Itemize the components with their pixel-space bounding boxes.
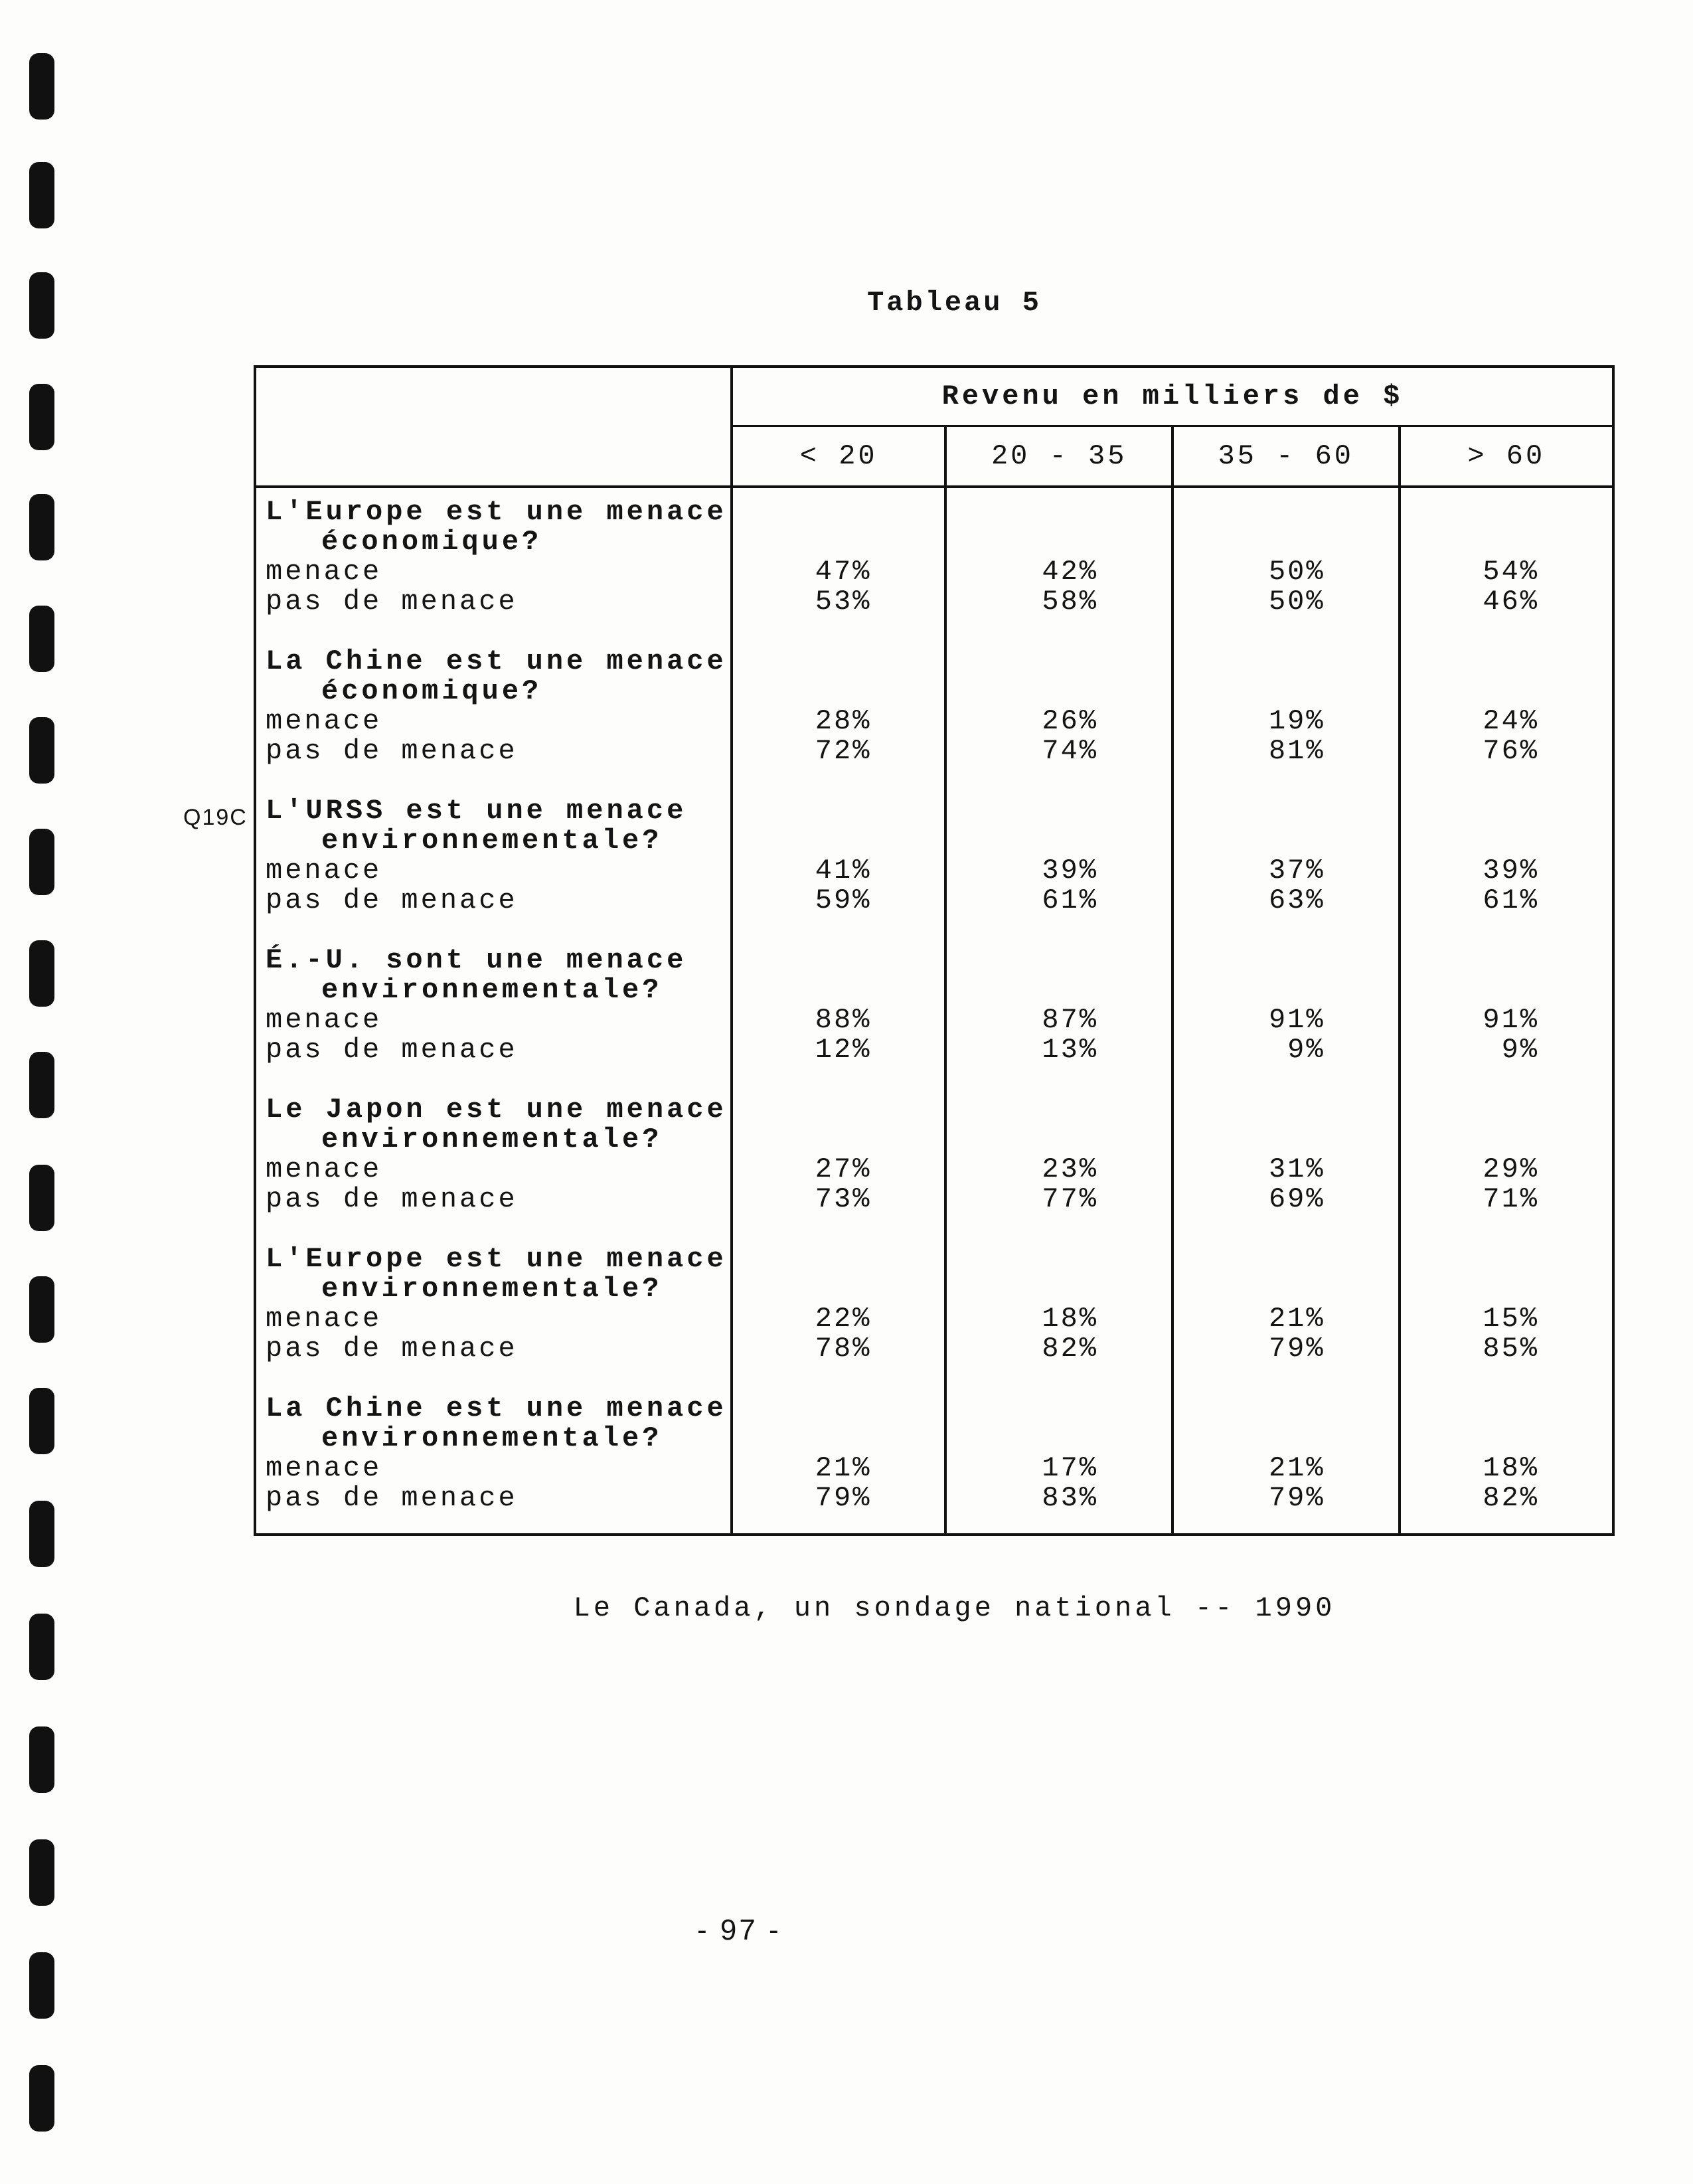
percent-value: 69% — [1268, 1183, 1325, 1215]
group-spacer — [1174, 766, 1398, 796]
percent-value: 22% — [815, 1303, 872, 1335]
percent-value: 37% — [1268, 855, 1325, 886]
percent-value: 13% — [1042, 1034, 1098, 1066]
percent-value: 63% — [1268, 884, 1325, 916]
survey-table — [254, 365, 1615, 1536]
row-label: pas de menace — [266, 1333, 518, 1365]
blank-line — [733, 796, 944, 826]
percent-value: 85% — [1483, 1333, 1539, 1365]
group-spacer — [1174, 916, 1398, 946]
blank-line — [1174, 1244, 1398, 1274]
blank-line — [733, 1244, 944, 1274]
blank-line — [1401, 647, 1612, 677]
percent-value: 24% — [1483, 705, 1539, 737]
blank-line — [1174, 1424, 1398, 1454]
blank-line — [733, 1125, 944, 1155]
row-label: menace — [266, 1004, 382, 1036]
blank-line — [1401, 1095, 1612, 1125]
blank-line — [733, 497, 944, 527]
blank-line — [947, 796, 1171, 826]
values-column — [732, 487, 945, 1535]
group-spacer — [266, 1215, 730, 1244]
percent-value: 28% — [815, 705, 872, 737]
blank-line — [1174, 975, 1398, 1005]
blank-line — [733, 1394, 944, 1424]
percent-value: 79% — [1268, 1333, 1325, 1365]
blank-line — [947, 677, 1171, 707]
blank-line — [1174, 1274, 1398, 1304]
row-label: pas de menace — [266, 1034, 518, 1066]
group-spacer — [1174, 1065, 1398, 1095]
binding-hole — [29, 1839, 54, 1906]
blank-line — [1401, 1424, 1612, 1454]
binding-hole — [29, 162, 54, 228]
binding-hole — [29, 1388, 54, 1454]
blank-line — [947, 1424, 1171, 1454]
percent-value: 79% — [1268, 1482, 1325, 1514]
percent-value: 78% — [815, 1333, 872, 1365]
blank-line — [733, 1095, 944, 1125]
binding-hole — [29, 717, 54, 784]
blank-line — [1401, 1244, 1612, 1274]
percent-value: 82% — [1483, 1482, 1539, 1514]
percent-value: 87% — [1042, 1004, 1098, 1036]
blank-line — [1401, 1125, 1612, 1155]
group-spacer — [947, 617, 1171, 647]
percent-value: 46% — [1483, 586, 1539, 618]
group-spacer — [1401, 766, 1612, 796]
row-label: menace — [266, 705, 382, 737]
percent-value: 82% — [1042, 1333, 1098, 1365]
group-spacer — [947, 1364, 1171, 1394]
group-spacer — [1401, 617, 1612, 647]
percent-value: 9% — [1501, 1034, 1539, 1066]
question-text: L'Europe est une menace — [266, 1243, 727, 1275]
percent-value: 19% — [1268, 705, 1325, 737]
binding-hole — [29, 494, 54, 560]
question-text: La Chine est une menace — [266, 645, 727, 677]
percent-value: 9% — [1287, 1034, 1325, 1066]
blank-line — [733, 1274, 944, 1304]
percent-value: 21% — [1268, 1452, 1325, 1484]
blank-line — [1401, 1274, 1612, 1304]
group-spacer — [733, 1065, 944, 1095]
percent-value: 31% — [1268, 1153, 1325, 1185]
row-label: menace — [266, 855, 382, 886]
percent-value: 73% — [815, 1183, 872, 1215]
row-label: pas de menace — [266, 1183, 518, 1215]
percent-value: 61% — [1483, 884, 1539, 916]
percent-value: 50% — [1268, 586, 1325, 618]
column-header: > 60 — [1400, 426, 1613, 487]
row-label: menace — [266, 1303, 382, 1335]
blank-line — [733, 975, 944, 1005]
blank-line — [733, 946, 944, 975]
blank-line — [733, 647, 944, 677]
percent-value: 76% — [1483, 735, 1539, 767]
group-spacer — [947, 1065, 1171, 1095]
percent-value: 91% — [1268, 1004, 1325, 1036]
percent-value: 47% — [815, 556, 872, 588]
column-header: 20 - 35 — [945, 426, 1172, 487]
row-label: pas de menace — [266, 586, 518, 618]
blank-line — [947, 1394, 1171, 1424]
percent-value: 29% — [1483, 1153, 1539, 1185]
percent-value: 21% — [815, 1452, 872, 1484]
percent-value: 17% — [1042, 1452, 1098, 1484]
values-column — [1172, 487, 1400, 1535]
blank-line — [1401, 527, 1612, 557]
blank-line — [947, 826, 1171, 856]
question-text: environnementale? — [321, 1124, 663, 1155]
table-title: Tableau 5 — [867, 287, 1042, 319]
group-spacer — [1174, 1215, 1398, 1244]
group-spacer — [1174, 1364, 1398, 1394]
row-label: menace — [266, 1153, 382, 1185]
group-spacer — [266, 916, 730, 946]
question-text: L'Europe est une menace — [266, 496, 727, 528]
row-label: menace — [266, 556, 382, 588]
question-text: La Chine est une menace — [266, 1392, 727, 1424]
percent-value: 50% — [1268, 556, 1325, 588]
group-spacer — [266, 1364, 730, 1394]
group-spacer — [947, 916, 1171, 946]
question-text: Le Japon est une menace — [266, 1094, 727, 1126]
percent-value: 18% — [1042, 1303, 1098, 1335]
blank-line — [947, 1274, 1171, 1304]
percent-value: 21% — [1268, 1303, 1325, 1335]
binding-hole — [29, 53, 54, 120]
binding-hole — [29, 1276, 54, 1343]
income-group-header: Revenu en milliers de $ — [732, 367, 1613, 426]
blank-line — [1174, 677, 1398, 707]
table-body-row — [255, 487, 1613, 1535]
blank-line — [1174, 527, 1398, 557]
percent-value: 83% — [1042, 1482, 1098, 1514]
percent-value: 61% — [1042, 884, 1098, 916]
group-spacer — [1401, 1065, 1612, 1095]
blank-line — [947, 975, 1171, 1005]
binding-hole — [29, 829, 54, 895]
group-spacer — [1401, 916, 1612, 946]
percent-value: 91% — [1483, 1004, 1539, 1036]
question-text: environnementale? — [321, 1422, 663, 1454]
binding-hole — [29, 384, 54, 450]
percent-value: 53% — [815, 586, 872, 618]
blank-line — [1401, 1394, 1612, 1424]
blank-line — [947, 497, 1171, 527]
binding-hole — [29, 1052, 54, 1118]
question-label-column — [255, 487, 732, 1535]
group-spacer — [733, 617, 944, 647]
blank-line — [947, 1244, 1171, 1274]
group-spacer — [266, 617, 730, 647]
blank-line — [1401, 677, 1612, 707]
percent-value: 42% — [1042, 556, 1098, 588]
percent-value: 77% — [1042, 1183, 1098, 1215]
binding-hole — [29, 2065, 54, 2132]
group-spacer — [733, 1215, 944, 1244]
binding-hole — [29, 606, 54, 672]
percent-value: 39% — [1042, 855, 1098, 886]
question-text: environnementale? — [321, 974, 663, 1006]
blank-line — [1174, 796, 1398, 826]
question-text: L'URSS est une menace — [266, 795, 687, 827]
blank-line — [947, 527, 1171, 557]
group-spacer — [1174, 617, 1398, 647]
percent-value: 15% — [1483, 1303, 1539, 1335]
percent-value: 23% — [1042, 1153, 1098, 1185]
blank-line — [733, 677, 944, 707]
blank-line — [1401, 946, 1612, 975]
group-spacer — [1401, 1364, 1612, 1394]
group-spacer — [1401, 1215, 1612, 1244]
blank-line — [1174, 946, 1398, 975]
row-label: pas de menace — [266, 1482, 518, 1514]
percent-value: 58% — [1042, 586, 1098, 618]
percent-value: 81% — [1268, 735, 1325, 767]
binding-hole — [29, 1952, 54, 2019]
percent-value: 12% — [815, 1034, 872, 1066]
blank-line — [1401, 975, 1612, 1005]
question-code: Q19C — [183, 805, 248, 830]
column-header: < 20 — [732, 426, 945, 487]
percent-value: 41% — [815, 855, 872, 886]
percent-value: 26% — [1042, 705, 1098, 737]
percent-value: 39% — [1483, 855, 1539, 886]
group-spacer — [733, 766, 944, 796]
group-spacer — [947, 766, 1171, 796]
column-header: 35 - 60 — [1172, 426, 1400, 487]
question-text: É.-U. sont une menace — [266, 944, 687, 976]
blank-line — [1174, 1125, 1398, 1155]
binding-hole — [29, 1501, 54, 1567]
group-spacer — [266, 766, 730, 796]
binding-holes — [29, 0, 56, 2184]
values-column — [945, 487, 1172, 1535]
blank-line — [1174, 1095, 1398, 1125]
percent-value: 74% — [1042, 735, 1098, 767]
blank-line — [947, 946, 1171, 975]
percent-value: 72% — [815, 735, 872, 767]
row-label: pas de menace — [266, 735, 518, 767]
blank-line — [733, 1424, 944, 1454]
blank-line — [1174, 647, 1398, 677]
values-column — [1400, 487, 1613, 1535]
question-text: économique? — [321, 526, 542, 558]
blank-line — [1401, 497, 1612, 527]
row-label: menace — [266, 1452, 382, 1484]
binding-hole — [29, 1726, 54, 1793]
binding-hole — [29, 940, 54, 1007]
percent-value: 59% — [815, 884, 872, 916]
binding-hole — [29, 1165, 54, 1231]
percent-value: 27% — [815, 1153, 872, 1185]
percent-value: 79% — [815, 1482, 872, 1514]
percent-value: 71% — [1483, 1183, 1539, 1215]
question-text: environnementale? — [321, 1273, 663, 1305]
blank-line — [1174, 497, 1398, 527]
percent-value: 18% — [1483, 1452, 1539, 1484]
percent-value: 54% — [1483, 556, 1539, 588]
page-number: - 97 - — [697, 1914, 781, 1946]
group-spacer — [733, 916, 944, 946]
question-text: environnementale? — [321, 825, 663, 857]
blank-line — [733, 826, 944, 856]
group-spacer — [947, 1215, 1171, 1244]
source-footer: Le Canada, un sondage national -- 1990 — [573, 1592, 1336, 1624]
blank-line — [1401, 826, 1612, 856]
blank-line — [947, 1095, 1171, 1125]
percent-value: 88% — [815, 1004, 872, 1036]
blank-line — [947, 1125, 1171, 1155]
row-label: pas de menace — [266, 884, 518, 916]
blank-line — [1174, 1394, 1398, 1424]
blank-line — [1401, 796, 1612, 826]
question-text: économique? — [321, 675, 542, 707]
blank-line — [947, 647, 1171, 677]
blank-line — [1174, 826, 1398, 856]
header-corner — [255, 367, 732, 487]
group-spacer — [733, 1364, 944, 1394]
blank-line — [733, 527, 944, 557]
group-spacer — [266, 1065, 730, 1095]
